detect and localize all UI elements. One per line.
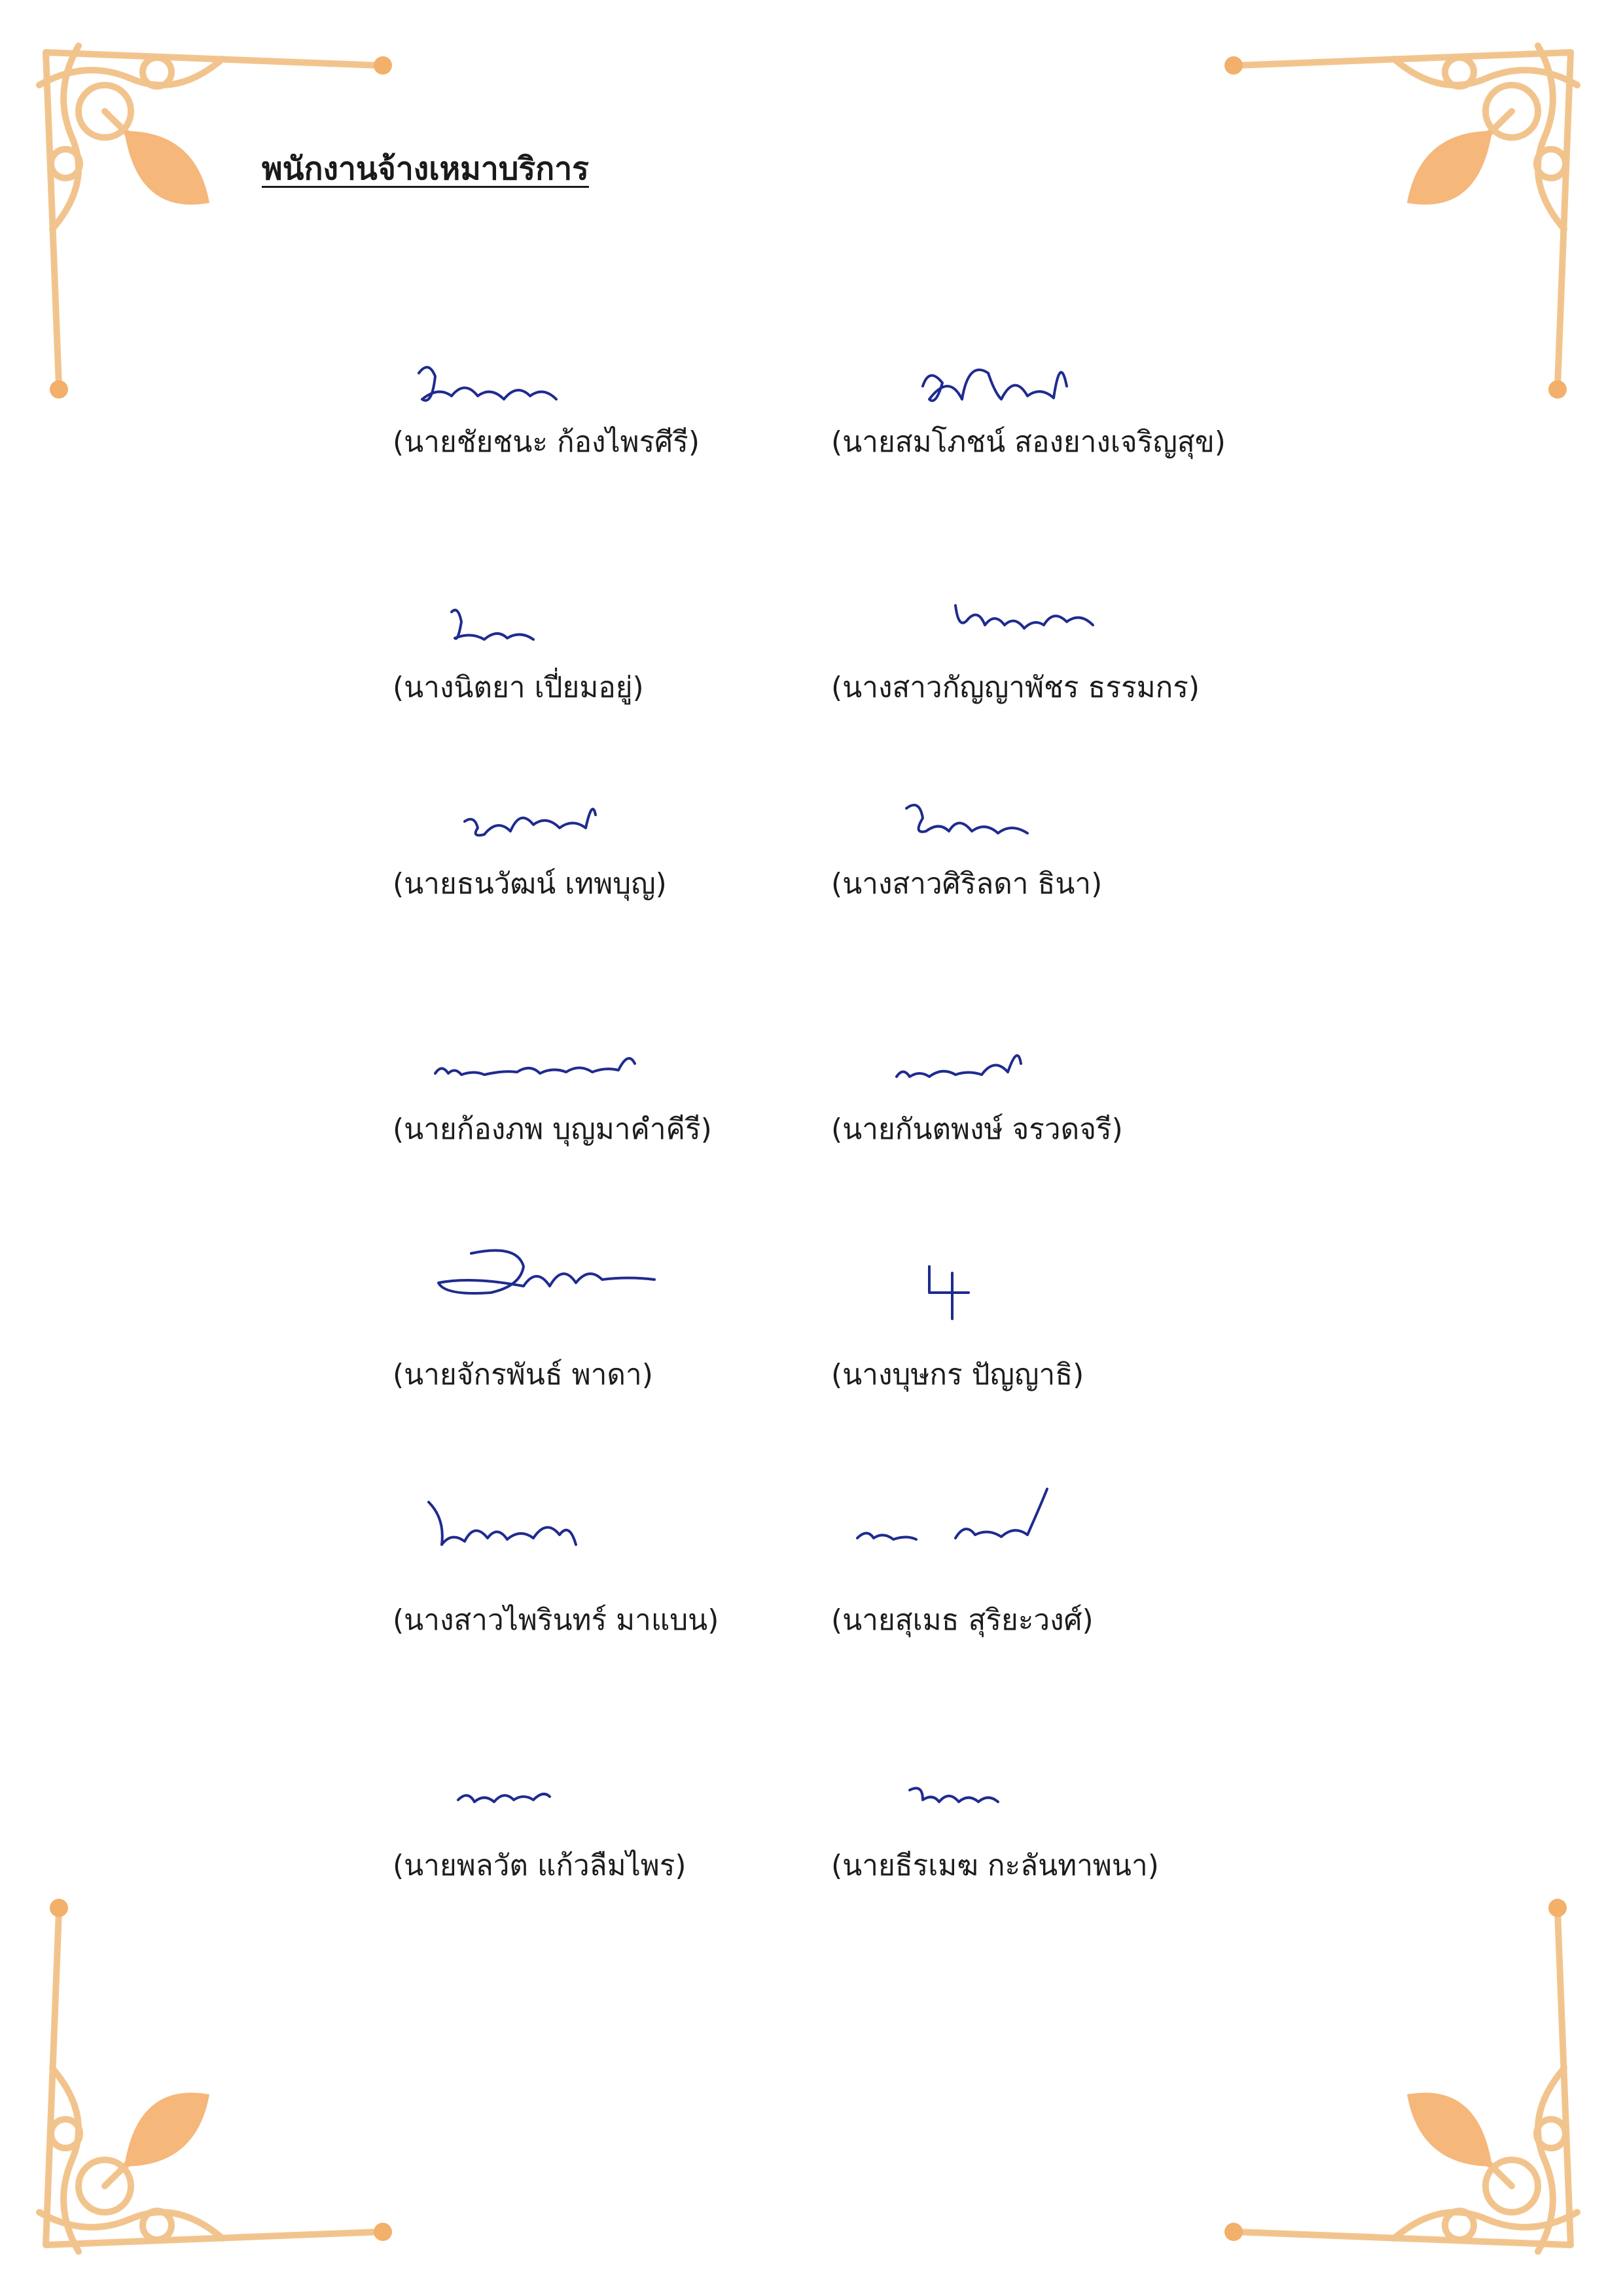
signer-block xyxy=(393,789,798,933)
signer-block xyxy=(831,1034,1237,1178)
corner-ornament-top-right xyxy=(1224,33,1590,399)
signer-name: (นางสาวศิริลดา ธินา) xyxy=(831,867,1103,901)
signer-name: (นายสมโภชน์ สองยางเจริญสุข) xyxy=(831,425,1226,459)
signer-name: (นางนิตยา เปี่ยมอยู่) xyxy=(393,671,644,704)
signer-block xyxy=(831,1525,1237,1669)
signer-name: (นายธีรเมฆ กะลันทาพนา) xyxy=(831,1849,1159,1882)
signer-block xyxy=(393,1034,798,1178)
signer-block xyxy=(393,1280,798,1424)
signer-block xyxy=(393,1770,798,1914)
signer-block xyxy=(393,347,798,491)
signer-name: (นายสุเมธ สุริยะวงศ์) xyxy=(831,1604,1094,1637)
signer-block xyxy=(831,1280,1237,1424)
signer-name: (นายชัยชนะ ก้องไพรศีรี) xyxy=(393,425,700,459)
signer-name: (นายพลวัต แก้วลืมไพร) xyxy=(393,1849,687,1882)
corner-ornament-bottom-left xyxy=(26,1898,393,2265)
signer-name: (นายธนวัฒน์ เทพบุญ) xyxy=(393,867,667,901)
signer-name: (นางสาวกัญญาพัชร ธรรมกร) xyxy=(831,671,1200,704)
signer-block xyxy=(831,1770,1237,1914)
signer-name: (นายจักรพันธ์ พาดา) xyxy=(393,1358,653,1391)
page-heading: พนักงานจ้างเหมาบริการ xyxy=(262,151,589,187)
signer-block xyxy=(831,592,1237,736)
corner-ornament-bottom-right xyxy=(1224,1898,1590,2265)
corner-ornament-top-left xyxy=(26,33,393,399)
signer-block xyxy=(831,789,1237,933)
signer-name: (นายก้องภพ บุญมาคำคีรี) xyxy=(393,1113,712,1146)
signer-block xyxy=(831,347,1237,491)
signer-name: (นางบุษกร ปัญญาธิ) xyxy=(831,1358,1084,1391)
signer-block xyxy=(393,592,798,736)
signer-name: (นายกันตพงษ์ จรวดจรี) xyxy=(831,1113,1123,1146)
signer-block xyxy=(393,1525,798,1669)
signer-name: (นางสาวไพรินทร์ มาแบน) xyxy=(393,1604,719,1637)
